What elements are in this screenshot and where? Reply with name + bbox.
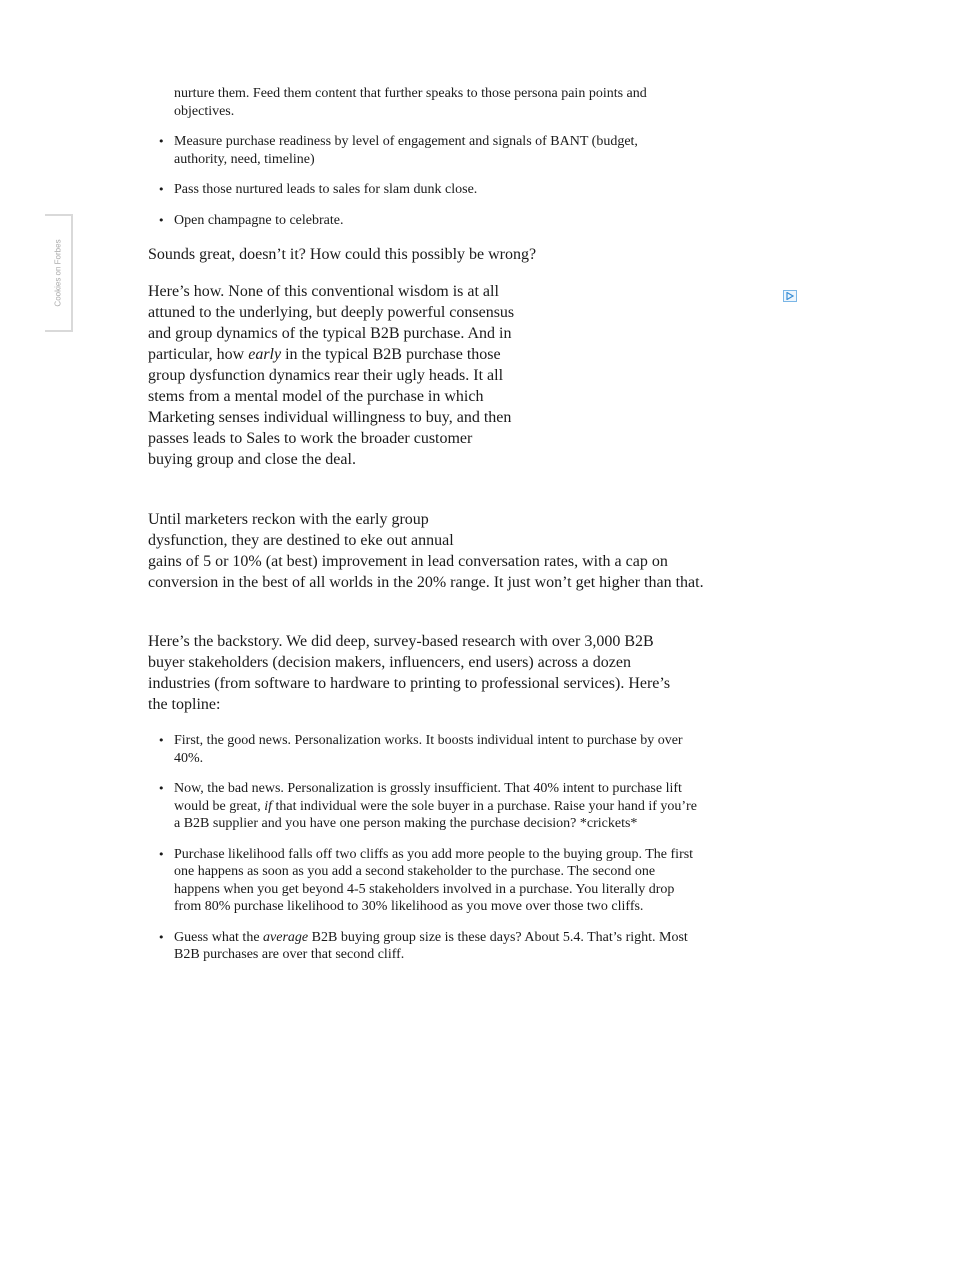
cookies-side-tab-label: Cookies on Forbes <box>53 239 63 307</box>
bullet-icon: • <box>158 930 165 944</box>
list-item-continuation: nurture them. Feed them content that further speaks to those persona pain points and objectives. <box>174 86 647 119</box>
list-item: • Pass those nurtured leads to sales for slam dunk close. <box>158 182 478 197</box>
list-item: • First, the good news. Personalization works. It boosts individual intent to purchase by over 40%. <box>158 733 683 766</box>
paragraph: Here’s the backstory. We did deep, survey-based research with over 3,000 B2B buyer stakeholders (decision makers, influencers, end users) across a dozen industries (from software to hardware to printing to professional services). Here’s the topline: <box>148 633 671 713</box>
cookies-side-tab[interactable] <box>45 214 73 332</box>
bottom-bullet-list <box>148 732 704 964</box>
paragraph: Until marketers reckon with the early group dysfunction, they are destined to eke out annual gains of 5 or 10% (at best) improvement in lead conversation rates, with a cap on conversion in the best of all worlds in the 20% range. It just won’t get higher than that. <box>148 511 704 591</box>
list-item: • Purchase likelihood falls off two cliffs as you add more people to the buying group. The first one happens as soon as you add a second stakeholder to the purchase. The second one happens when you get beyond 4-5 stakeholders involved in a purchase. You literally drop from 80% purchase likelihood to 30% likelihood as you move over those two cliffs. <box>158 846 694 914</box>
list-item: • Measure purchase readiness by level of engagement and signals of BANT (budget, authority, need, timeline) <box>158 134 638 167</box>
list-item: • Guess what the average B2B buying group size is these days? About 5.4. That’s right. Most B2B purchases are over that second cliff. <box>158 929 688 962</box>
list-item: • Open champagne to celebrate. <box>158 212 344 228</box>
bullet-icon: • <box>158 734 165 747</box>
paragraph: Here’s how. None of this conventional wisdom is at all attuned to the underlying, but deeply powerful consensus and group dynamics of the typical B2B purchase. And in particular, how early in the typical B2B purchase those group dysfunction dynamics rear their ugly heads. It all stems from a mental model of the purchase in which Marketing senses individual willingness to buy, and then passes leads to Sales to work the broader customer buying group and close the deal. <box>148 283 515 468</box>
bullet-icon: • <box>158 213 165 227</box>
bullet-icon: • <box>158 183 165 196</box>
bullet-icon: • <box>158 847 165 861</box>
list-item: • Now, the bad news. Personalization is grossly insufficient. That 40% intent to purchase lift would be great, if that individual were the sole buyer in a purchase. Raise your hand if you’re a B2B supplier and you have one person making the purchase decision? *crickets* <box>158 781 697 831</box>
play-triangle-icon <box>786 292 794 300</box>
top-bullet-list <box>148 85 688 229</box>
bullet-icon: • <box>158 135 165 148</box>
bullet-icon: • <box>158 782 165 795</box>
paragraph: Sounds great, doesn’t it? How could this possibly be wrong? <box>148 246 537 263</box>
adchoices-icon[interactable] <box>783 290 797 302</box>
